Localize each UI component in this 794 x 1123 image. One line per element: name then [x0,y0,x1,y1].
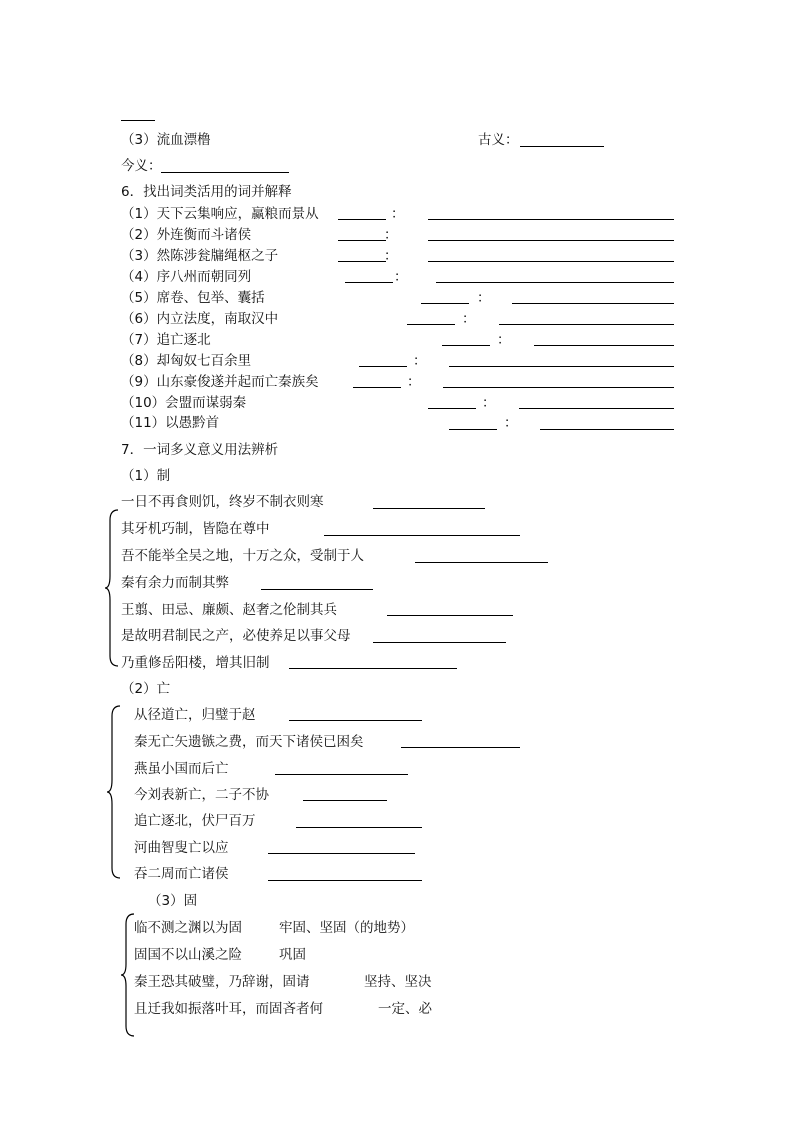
answer-blank[interactable] [268,853,415,854]
gu-line: 固国不以山溪之险 [134,947,242,963]
answer-blank[interactable] [373,642,506,643]
gu-line: 秦王恐其破璧，乃辞谢，固请 [134,974,310,990]
s6-colon: ： [413,353,427,369]
modern-meaning-label: 今义： [121,158,162,174]
s6-colon: ： [391,206,405,222]
gu-line: 临不测之渊以为固 [134,920,242,936]
gu-answer: 巩固 [279,947,306,963]
s6-explain-blank[interactable] [499,324,674,325]
ancient-meaning-label: 古义： [478,132,519,148]
answer-blank[interactable] [415,562,548,563]
section-7-title: 7．一词多义意义用法辨析 [121,442,279,458]
ancient-meaning-blank[interactable] [520,146,604,147]
group-heading-wang: （2）亡 [121,681,171,697]
s6-colon: ： [394,269,408,285]
s6-word-blank[interactable] [359,366,407,367]
s6-explain-blank[interactable] [540,429,674,430]
answer-blank[interactable] [261,589,373,590]
zhi-line: 王翦、田忌、廉颇、赵奢之伦制其兵 [121,602,337,618]
s6-colon: ： [497,332,511,348]
s6-item: （6）内立法度，南取汉中 [121,311,279,327]
wang-line: 燕虽小国而后亡 [134,761,229,777]
answer-blank[interactable] [296,827,422,828]
s6-word-blank[interactable] [338,240,386,241]
left-brace [104,508,120,668]
s6-word-blank[interactable] [442,345,490,346]
s6-item: （11）以愚黔首 [121,415,220,431]
zhi-line: 乃重修岳阳楼，增其旧制 [121,655,270,671]
s6-word-blank[interactable] [428,408,476,409]
wang-line: 吞二周而亡诸侯 [134,866,229,882]
s6-item: （7）追亡逐北 [121,332,211,348]
zhi-line: 其牙机巧制，皆隐在尊中 [121,521,270,537]
gu-answer: 坚持、坚决 [364,974,432,990]
s6-colon: ： [407,374,421,390]
s6-word-blank[interactable] [449,429,497,430]
s6-explain-blank[interactable] [534,345,674,346]
s6-colon: ： [504,415,518,431]
wang-line: 河曲智叟亡以应 [134,840,229,856]
s6-word-blank[interactable] [407,324,455,325]
s6-explain-blank[interactable] [449,366,674,367]
gu-line: 且迁我如振落叶耳，而固吝者何 [134,1001,323,1017]
gu-answer: 一定、必 [378,1001,432,1017]
answer-blank[interactable] [289,720,422,721]
s6-item: （2）外连衡而斗诸侯 [121,227,252,243]
s6-explain-blank[interactable] [436,282,674,283]
s6-colon: ： [482,395,496,411]
s6-colon: ： [384,227,398,243]
zhi-line: 是故明君制民之产，必使养足以事父母 [121,628,351,644]
wang-line: 从径道亡，归璧于赵 [134,707,256,723]
s6-word-blank[interactable] [353,387,401,388]
modern-meaning-blank[interactable] [161,172,289,173]
answer-blank[interactable] [324,535,520,536]
answer-blank[interactable] [303,800,387,801]
group-heading-zhi: （1）制 [121,468,171,484]
wang-line: 秦无亡矢遗镞之费，而天下诸侯已困矣 [134,734,364,750]
answer-blank[interactable] [387,615,513,616]
leading-blank-line[interactable] [121,120,155,121]
answer-blank[interactable] [401,747,520,748]
s6-word-blank[interactable] [421,303,469,304]
s6-explain-blank[interactable] [512,303,674,304]
gu-answer: 牢固、坚固（的地势） [279,920,414,936]
wang-line: 追亡逐北，伏尸百万 [134,813,256,829]
s6-item: （5）席卷、包举、囊括 [121,290,265,306]
zhi-line: 吾不能举全吴之地，十万之众，受制于人 [121,548,364,564]
s6-explain-blank[interactable] [519,408,674,409]
answer-blank[interactable] [373,508,485,509]
s6-colon: ： [384,248,398,264]
s6-item: （8）却匈奴七百余里 [121,353,252,369]
s6-colon: ： [477,290,491,306]
s6-colon: ： [462,311,476,327]
s6-item: （3）然陈涉瓮牖绳枢之子 [121,248,279,264]
answer-blank[interactable] [268,880,422,881]
s6-explain-blank[interactable] [428,240,674,241]
s6-explain-blank[interactable] [428,261,674,262]
item-3-label: （3）流血漂橹 [121,132,211,148]
answer-blank[interactable] [289,668,457,669]
s6-word-blank[interactable] [345,282,393,283]
s6-word-blank[interactable] [338,261,386,262]
answer-blank[interactable] [275,774,408,775]
s6-item: （1）天下云集响应，赢粮而景从 [121,206,319,222]
s6-word-blank[interactable] [338,219,386,220]
wang-line: 今刘表新亡，二子不协 [134,787,269,803]
group-heading-gu: （3）固 [148,893,198,909]
s6-item: （4）序八州而朝同列 [121,269,252,285]
s6-item: （10）会盟而谋弱秦 [121,395,247,411]
zhi-line: 秦有余力而制其弊 [121,575,229,591]
s6-explain-blank[interactable] [443,387,674,388]
left-brace [106,704,122,880]
s6-item: （9）山东豪俊遂并起而亡秦族矣 [121,374,319,390]
section-6-title: 6．找出词类活用的词并解释 [121,184,292,200]
zhi-line: 一日不再食则饥，终岁不制衣则寒 [121,494,324,510]
s6-explain-blank[interactable] [428,219,674,220]
